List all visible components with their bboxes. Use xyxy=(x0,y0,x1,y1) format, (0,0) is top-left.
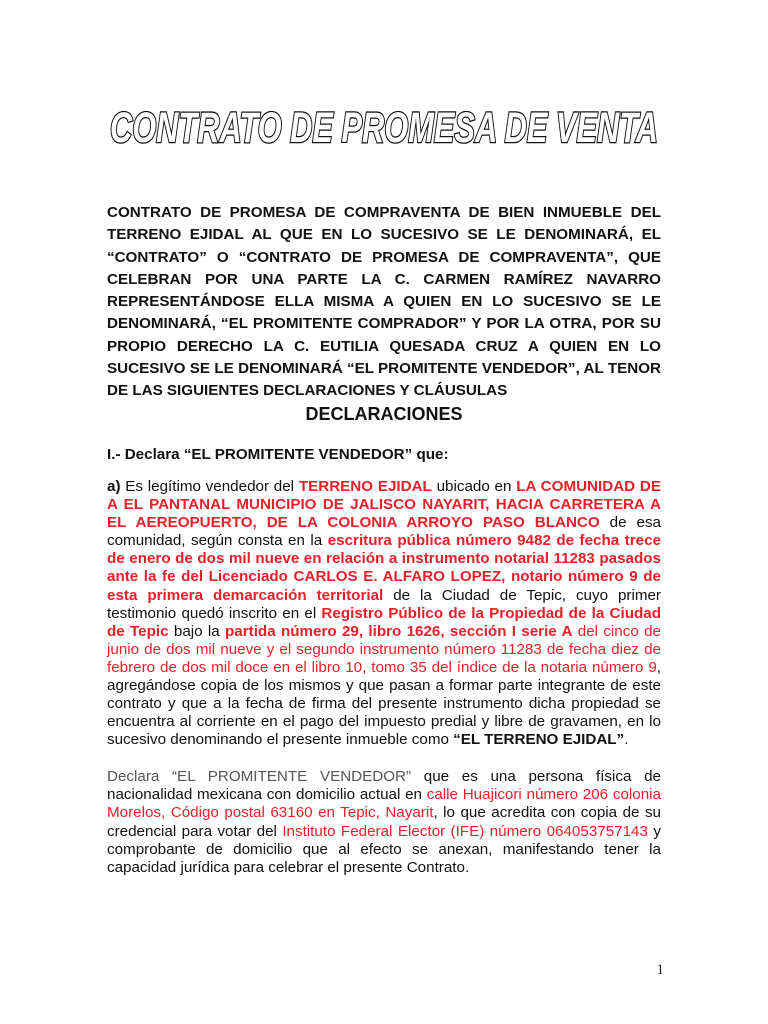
highlight-span: sección I serie A xyxy=(449,622,573,640)
highlight-span: , xyxy=(440,622,450,640)
document-title xyxy=(100,92,668,162)
declaration-heading: I.- Declara “EL PROMITENTE VENDEDOR” que: xyxy=(107,446,449,463)
title-text: CONTRATO DE PROMESA DE VENTA xyxy=(110,104,658,152)
section-heading: DECLARACIONES xyxy=(305,404,463,424)
text-span: Declara xyxy=(107,768,160,785)
page-number: 1 xyxy=(656,962,664,978)
text-span: . xyxy=(624,731,629,749)
highlight-span: libro 1626 xyxy=(368,622,441,640)
bold-span: “EL TERRENO EJIDAL” xyxy=(453,731,625,749)
highlight-span: , xyxy=(358,622,369,640)
text-span: Es legítimo vendedor del xyxy=(120,478,299,495)
declaration-paragraph-b xyxy=(107,768,661,877)
text-span: , agregándose copia de los mismos y que pasan a formar parte integrante de este contrato y que a la fecha de firma del presente instrumento dicha propiedad se encuentra al corriente en el pago del impuesto predial y libre de gravamen, en lo sucesivo denominando el presente inmueble como xyxy=(107,658,661,749)
text-span: ubicado en xyxy=(431,478,517,495)
text-span: y comprobante de domicilio que al efecto se anexan, manifestando tener la capacidad jurídica para celebrar el presente Contrato. xyxy=(107,822,661,877)
highlight-span: LA COMUNIDAD DE A EL PANTANAL MUNICIPIO DE JALISCO NAYARIT, HACIA CARRETERA A EL AEREOPUERTO, DE LA COLONIA ARROYO PASO BLANCO xyxy=(107,478,662,532)
text-span: “EL PROMITENTE VENDEDOR” xyxy=(159,768,412,785)
item-marker: a) xyxy=(107,478,121,495)
text-span: , lo que acredita con copia de su credencial para votar del xyxy=(107,804,661,840)
text-span: bajo la xyxy=(168,622,226,640)
title-wordart xyxy=(100,92,668,162)
highlight-span: partida número 29 xyxy=(225,622,359,640)
highlight-span: Instituto Federal Elector (IFE) número 064053757143 xyxy=(282,822,648,840)
text-span: que es una persona física de nacionalidad mexicana con domicilio actual en xyxy=(107,768,661,804)
highlight-span: Registro Público de la Propiedad de la Ciudad de Tepic xyxy=(107,604,661,640)
highlight-span: escritura pública número 9482 de fecha trece de enero de dos mil nueve en relación a instrumento notarial 11283 pasados ante la fe del Licenciado CARLOS E. ALFARO LOPEZ, notario número 9 de esta primera demarcación territorial xyxy=(107,532,661,604)
highlight-span: calle Huajicori número 206 colonia Morelos, Código postal 63160 en Tepic, Nayarit xyxy=(107,786,661,822)
declaration-paragraph-a xyxy=(107,478,661,749)
highlight-span: del cinco de junio de dos mil nueve y el segundo instrumento número 11283 de fecha diez de febrero de dos mil doce en el libro 10, tomo 35 del índice de la notaria número 9 xyxy=(107,622,661,676)
text-span: de la Ciudad de Tepic, cuyo primer testimonio quedó inscrito en el xyxy=(107,586,661,622)
contract-intro: CONTRATO DE PROMESA DE COMPRAVENTA DE BIEN INMUEBLE DEL TERRENO EJIDAL AL QUE EN LO SUCESIVO SE LE DENOMINARÁ, EL “CONTRATO” O “CONTRATO DE PROMESA DE COMPRAVENTA”, QUE CELEBRAN POR UNA PARTE LA C. CARMEN RAMÍREZ NAVARRO REPRESENTÁNDOSE ELLA MISMA A QUIEN EN LO SUCESIVO SE LE DENOMINARÁ, “EL PROMITENTE COMPRADOR” Y POR LA OTRA, POR SU PROPIO DERECHO LA C. EUTILIA QUESADA CRUZ A QUIEN EN LO SUCESIVO SE LE DENOMINARÁ “EL PROMITENTE VENDEDOR”, AL TENOR DE LAS SIGUIENTES DECLARACIONES Y CLÁUSULAS xyxy=(107,204,661,400)
highlight-span: TERRENO EJIDAL xyxy=(298,478,432,495)
text-span: de esa comunidad, según consta en la xyxy=(107,514,661,550)
